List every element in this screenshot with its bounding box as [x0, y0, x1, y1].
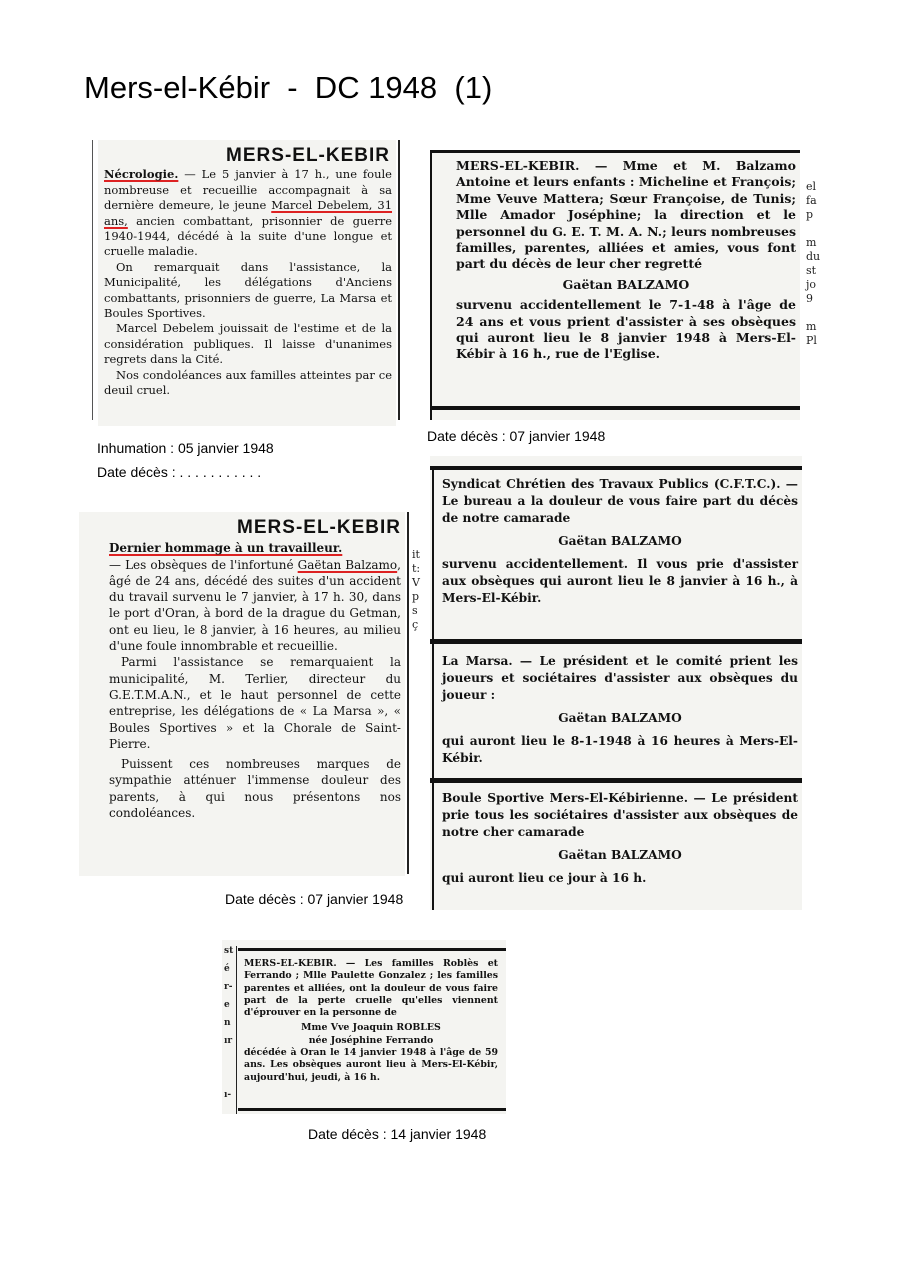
deceased-name: Gaëtan BALZAMO — [558, 711, 682, 725]
clipping-paragraph — [104, 167, 392, 259]
notice-text: MERS-EL-KEBIR. — Les familles Roblès et Ferrando ; Mlle Paulette Gonzalez ; les familles parentes et alliées, ont la douleur de vous faire part de la perte cruelle qu'elles viennent d'éprouver en la personne de — [244, 958, 498, 1019]
notice-text: survenu accidentellement le 7-1-48 à l'âge de 24 ans et vous prient d'assister à ses obsèques qui auront lieu le 8 janvier 1948 à Mers-El-Kébir à 16 h., rue de l'Eglise. — [456, 297, 796, 362]
notice-text: Boule Sportive Mers-El-Kébirienne. — Le président prie tous les sociétaires d'assister aux obsèques de notre cher camarade — [442, 791, 798, 839]
column-rule — [92, 140, 93, 420]
article-paragraph: Parmi l'assistance se remarquaient la municipalité, M. Terlier, directeur du G.E.T.M.A.N., et le haut personnel de cette entreprise, les délégations de « La Marsa », « Boules Sportives » et la Chorale de Saint-Pierre. — [109, 655, 401, 751]
death-notice-robles — [222, 940, 506, 1114]
notice-text: La Marsa. — Le président et le comité prient les joueurs et sociétaires d'assister aux obsèques du joueur : — [442, 654, 798, 702]
notice-text: décédée à Oran le 14 janvier 1948 à l'âge de 59 ans. Les obsèques auront lieu à Mers-El-Kébir, aujourd'hui, jeudi, à 16 h. — [244, 1047, 498, 1083]
rule — [430, 639, 802, 644]
funeral-article-balzamo — [79, 512, 405, 876]
deceased-name: Gaëtan BALZAMO — [562, 276, 690, 292]
association-notices-balzamo — [430, 456, 802, 910]
article-paragraph: Puissent ces nombreuses marques de sympathie atténuer l'immense douleur des parents, à qui nous présentons nos condoléances. — [109, 757, 401, 821]
column-rule — [407, 512, 409, 874]
side-rule — [430, 150, 432, 420]
clipping-paragraph: Nos condoléances aux familles atteintes par ce deuil cruel. — [104, 367, 392, 398]
adjacent-column-fragment: it t: V p s ç — [412, 548, 421, 631]
adjacent-column-fragment: el fa p m du st jo 9 m Pl — [806, 180, 821, 347]
notice-text: qui auront lieu ce jour à 16 h. — [442, 871, 647, 885]
obituary-clipping-debelem — [98, 140, 396, 426]
person-name: Gaëtan Balzamo — [297, 557, 398, 572]
column-rule — [398, 140, 400, 420]
top-rule — [238, 948, 506, 951]
bottom-rule — [238, 1108, 506, 1111]
death-date-caption: Date décès : 14 janvier 1948 — [308, 1126, 487, 1142]
clipping-paragraph: Marcel Debelem jouissait de l'estime et de la considération publiques. Il laisse d'unanimes regrets dans la Cité. — [104, 321, 392, 367]
clipping-heading: MERS-EL-KEBIR — [237, 517, 401, 538]
notice-text: MERS-EL-KEBIR. — Mme et M. Balzamo Antoine et leurs enfants : Micheline et François; Mme Veuve Mattera; Sœur Françoise, de Tunis; Mlle Amador Joséphine; la direction et le personnel du G. E. T. M. A. N.; leurs nombreuses familles, parentes, alliées et amies, vous font part du décès de leur cher regretté — [456, 158, 796, 272]
text-run: — Les obsèques de l'infortuné — [109, 557, 298, 572]
text-run: , âgé de 24 ans, décédé des suites d'un accident du travail survenu le 7 janvier, à 17 h. 30, dans le port d'Oran, à bord de la drague du Getman, ont eu lieu, le 8 janvier, à 16 heures, au milieu d'une foule innombrable et recueillie. — [109, 557, 401, 654]
clipping-heading: MERS-EL-KEBIR — [226, 145, 390, 166]
notice-text: survenu accidentellement. Il vous prie d'assister aux obsèques qui auront lieu le 8 janvier à 16 h., à Mers-El-Kébir. — [442, 557, 798, 605]
article-paragraph — [109, 557, 401, 655]
death-date-blank: Date décès : . . . . . . . . . . . — [97, 464, 262, 480]
inhumation-date: Inhumation : 05 janvier 1948 — [97, 440, 274, 456]
death-date-caption: Date décès : 07 janvier 1948 — [225, 891, 404, 907]
deceased-name: Gaëtan BALZAMO — [558, 848, 682, 862]
article-title: Dernier hommage à un travailleur. — [109, 541, 343, 556]
notice-text: Syndicat Chrétien des Travaux Publics (C.F.T.C.). — Le bureau a la douleur de vous faire part du décès de notre camarade — [442, 477, 798, 525]
bottom-rule — [430, 406, 800, 410]
person-name: Marcel Debelem, 31 ans, — [104, 198, 393, 228]
deceased-name: Mme Vve Joaquin ROBLES — [301, 1022, 441, 1034]
side-rule — [236, 946, 237, 1114]
side-rule — [432, 466, 434, 910]
death-date-caption: Date décès : 07 janvier 1948 — [427, 428, 606, 444]
clipping-paragraph: On remarquait dans l'assistance, la Municipalité, les délégations d'Anciens combattants, prisonniers de guerre, La Marsa et Boules Sportives. — [104, 259, 392, 321]
deceased-maiden-name: née Joséphine Ferrando — [308, 1034, 434, 1046]
section-title: Nécrologie. — [104, 167, 179, 182]
adjacent-column-fragment: st é r- e n ır ı- — [224, 946, 234, 1100]
rule — [430, 778, 802, 783]
rule — [430, 466, 802, 470]
top-rule — [430, 150, 800, 153]
death-notice-balzamo-family — [430, 150, 800, 420]
notice-text: qui auront lieu le 8-1-1948 à 16 heures à Mers-El-Kébir. — [442, 734, 798, 765]
text-run: ancien combattant, prisonnier de guerre 1940-1944, décédé à la suite d'une longue et cruelle maladie. — [104, 213, 392, 259]
text-run: — Le 5 janvier à 17 h., une foule nombreuse et recueillie accompagnait à sa dernière demeure, le jeune — [104, 167, 392, 213]
page-title: Mers-el-Kébir - DC 1948 (1) — [84, 70, 493, 105]
deceased-name: Gaëtan BALZAMO — [558, 534, 682, 548]
